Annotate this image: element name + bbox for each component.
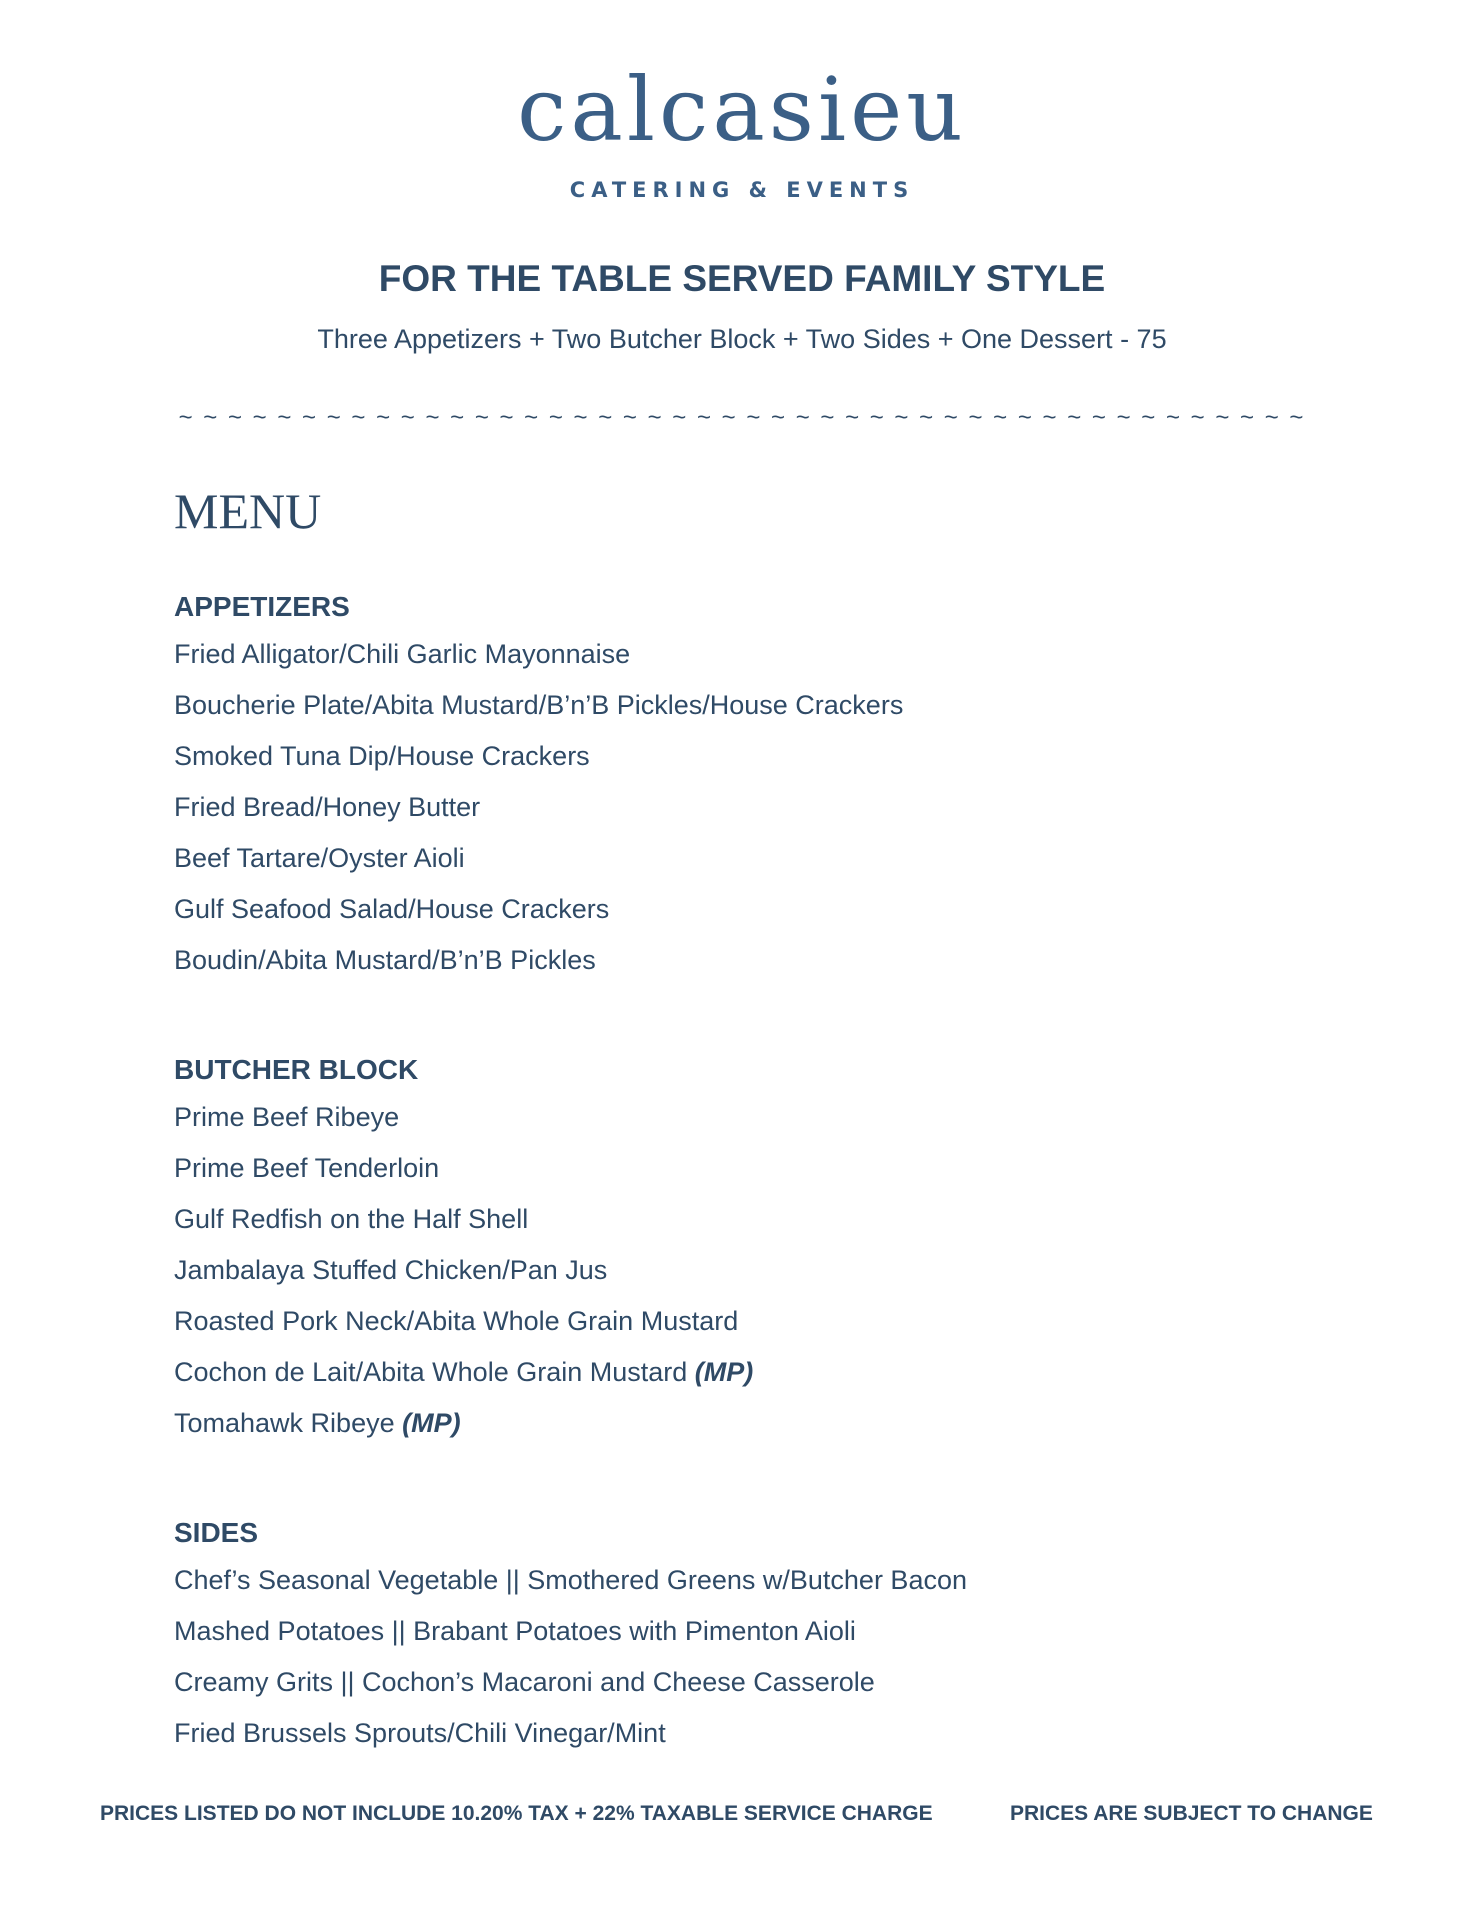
brand-logo <box>0 58 1484 202</box>
brand-tagline: CATERING & EVENTS <box>569 178 915 202</box>
menu-item: Chef’s Seasonal Vegetable || Smothered Greens w/Butcher Bacon <box>174 1565 967 1595</box>
section-butcher-block <box>174 1053 1374 1458</box>
menu-item: Boucherie Plate/Abita Mustard/B’n’B Pickles/House Crackers <box>174 690 904 720</box>
menu-heading: MENU <box>174 483 322 539</box>
menu-item: Roasted Pork Neck/Abita Whole Grain Mustard <box>174 1306 739 1336</box>
brand-name: calcasieu <box>517 58 967 161</box>
menu-item: Fried Bread/Honey Butter <box>174 792 481 822</box>
menu-item: Gulf Redfish on the Half Shell <box>174 1204 529 1234</box>
section-sides <box>174 1516 1374 1768</box>
section-appetizers <box>174 590 1374 995</box>
section-title: APPETIZERS <box>174 591 350 622</box>
menu-item: Smoked Tuna Dip/House Crackers <box>174 741 590 771</box>
menu-item: Cochon de Lait/Abita Whole Grain Mustard (MP) <box>174 1357 754 1387</box>
menu-item: Prime Beef Ribeye <box>174 1102 400 1132</box>
tax-disclaimer: PRICES LISTED DO NOT INCLUDE 10.20% TAX + 22% TAXABLE SERVICE CHARGE <box>100 1802 933 1825</box>
page-subtitle: Three Appetizers + Two Butcher Block + Two Sides + One Dessert - 75 <box>317 324 1167 354</box>
menu-item: Fried Brussels Sprouts/Chili Vinegar/Mint <box>174 1718 666 1748</box>
section-title: BUTCHER BLOCK <box>174 1054 419 1085</box>
menu-item: Gulf Seafood Salad/House Crackers <box>174 894 610 924</box>
menu-item: Beef Tartare/Oyster Aioli <box>174 843 465 873</box>
menu-item: Fried Alligator/Chili Garlic Mayonnaise <box>174 639 631 669</box>
menu-item: Tomahawk Ribeye (MP) <box>174 1408 461 1438</box>
market-price-note: (MP) <box>694 1357 754 1387</box>
page-title: FOR THE TABLE SERVED FAMILY STYLE <box>378 258 1106 299</box>
menu-item: Jambalaya Stuffed Chicken/Pan Jus <box>174 1255 608 1285</box>
menu-item: Boudin/Abita Mustard/B’n’B Pickles <box>174 945 596 975</box>
menu-item: Mashed Potatoes || Brabant Potatoes with Pimenton Aioli <box>174 1616 856 1646</box>
market-price-note: (MP) <box>402 1408 461 1438</box>
menu-item: Creamy Grits || Cochon’s Macaroni and Cheese Casserole <box>174 1667 875 1697</box>
menu-item: Prime Beef Tenderloin <box>174 1153 440 1183</box>
section-title: SIDES <box>174 1517 259 1548</box>
price-change-notice: PRICES ARE SUBJECT TO CHANGE <box>1010 1802 1373 1825</box>
tilde-divider: ~ ~ ~ ~ ~ ~ ~ ~ ~ ~ ~ ~ ~ ~ ~ ~ ~ ~ ~ ~ ~ ~ ~ ~ ~ ~ ~ ~ ~ ~ ~ ~ ~ ~ ~ ~ ~ ~ ~ ~ ~ ~ ~ ~ ~ ~ <box>178 404 1306 431</box>
